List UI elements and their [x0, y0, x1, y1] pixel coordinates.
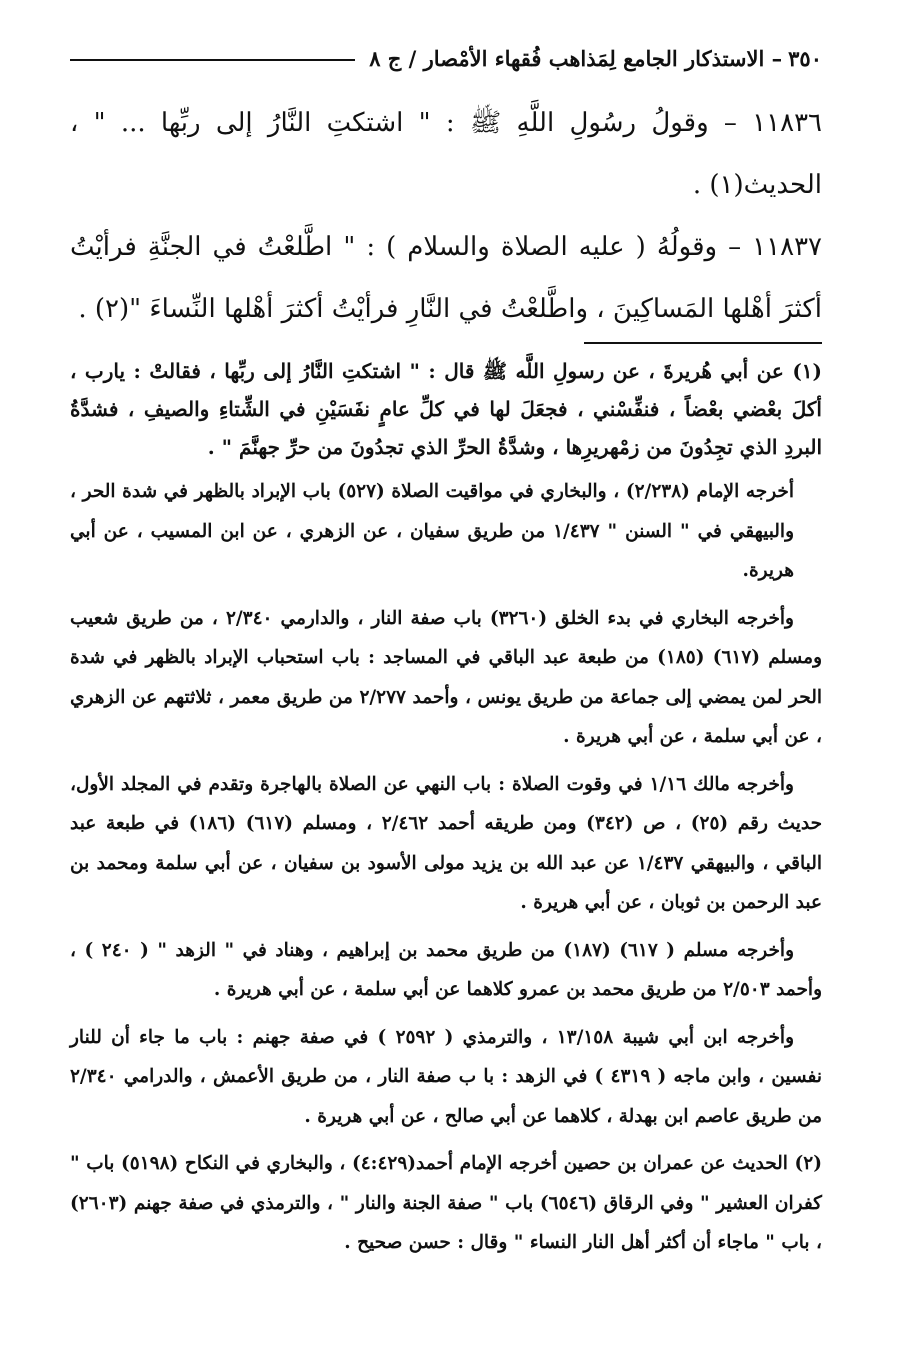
main-paragraph-11836: ١١٨٣٦ – وقولُ رسُولِ اللَّهِ ﷺ : " اشتكتِ النَّارُ إلى ربِّها ... " ، الحديث(١) . — [70, 108, 822, 200]
footnote-1-paragraph: وأخرجه البخاري في بدء الخلق (٣٢٦٠) باب صفة النار ، والدارمي ٢/٣٤٠ ، من طريق شعيب ومسلم (٦١٧) (١٨٥) من طبعة عبد الباقي في المساجد : باب استحباب الإبراد بالظهر في شدة الحر لمن يمضي إلى جماعة من طريق يونس ، وأحمد ٢/٢٧٧ من طريق معمر ، ثلاثتهم عن الزهري ، عن أبي سلمة ، عن أبي هريرة . — [70, 607, 823, 747]
main-paragraph-11837: ١١٨٣٧ – وقولُهُ ( عليه الصلاة والسلام ) : " اطَّلعْتُ في الجنَّةِ فرأيْتُ أكثرَ أهْلها المَساكِينَ ، واطَّلعْتُ في النَّارِ فرأيْتُ أكثرَ أهْلها النِّساءَ "(٢) . — [70, 232, 822, 324]
page-number: ٣٥٠ — [788, 45, 822, 71]
footnote-1-paragraph: وأخرجه مالك ١/١٦ في وقوت الصلاة : باب النهي عن الصلاة بالهاجرة وتقدم في المجلد الأول، حديث رقم (٢٥) ، ص (٣٤٢) ومن طريقه أحمد ٢/٤٦٢ ، ومسلم (٦١٧) (١٨٦) في طبعة عبد الباقي ، والبيهقي ١/٤٣٧ عن عبد الله بن يزيد مولى الأسود بن سفيان ، عن أبي سلمة ومحمد بن عبد الرحمن بن ثوبان ، عن أبي هريرة . — [70, 773, 823, 913]
footnote-separator — [584, 342, 822, 344]
running-header — [70, 38, 822, 78]
footnote-1-paragraph: أخرجه الإمام (٢/٢٣٨) ، والبخاري في مواقيت الصلاة (٥٢٧) باب الإبراد بالظهر في شدة الحر ، والبيهقي في " السنن " ١/٤٣٧ من طريق سفيان ، عن الزهري ، عن ابن المسيب ، عن أبي هريرة. — [70, 481, 795, 581]
footnotes — [70, 352, 822, 1269]
header-rule — [70, 59, 355, 61]
main-text — [70, 92, 822, 340]
footnote-2: (٢) الحديث عن عمران بن حصين أخرجه الإمام أحمد(٤:٤٢٩) ، والبخاري في النكاح (٥١٩٨) باب " كفران العشير " وفي الرقاق (٦٥٤٦) باب " صفة الجنة والنار " ، والترمذي في صفة جهنم (٢٦٠٣) ، باب " ماجاء أن أكثر أهل النار النساء " وقال : حسن صحيح . — [70, 1153, 822, 1253]
running-title: – الاستذكار الجامع لِمَذاهب فُقهاء الأمْصار / ج ٨ — [369, 45, 783, 71]
footnote-1-hadith: (١) عن أبي هُريرةَ ، عن رسولِ اللَّه ﷺ قال : " اشتكتِ النَّارُ إلى ربِّها ، فقالتْ : يارب ، أكلَ بعْضي بعْضاً ، فنفِّسْني ، فجعَلَ لها في كلِّ عامٍ نفَسَيْنِ في الشِّتاءِ والصيفِ ، فشدَّةُ البردِ الذي تجِدُونَ من زمْهريرِها ، وشدَّةُ الحرِّ الذي تجدُونَ من حرِّ جهنَّمَ " . — [70, 359, 822, 459]
footnote-1-paragraph: وأخرجه مسلم ( ٦١٧) (١٨٧) من طريق محمد بن إبراهيم ، وهناد في " الزهد " ( ٢٤٠ ) ، وأحمد ٢/٥٠٣ من طريق محمد بن عمرو كلاهما عن أبي سلمة ، عن أبي هريرة . — [70, 939, 822, 1000]
footnote-1-paragraph: وأخرجه ابن أبي شيبة ١٣/١٥٨ ، والترمذي ( ٢٥٩٢ ) في صفة جهنم : باب ما جاء أن للنار نفسين ، وابن ماجه ( ٤٣١٩ ) في الزهد : با ب صفة النار ، من طريق الأعمش ، والدرامي ٢/٣٤٠ من طريق عاصم ابن بهدلة ، كلاهما عن أبي صالح ، عن أبي هريرة . — [70, 1026, 822, 1127]
